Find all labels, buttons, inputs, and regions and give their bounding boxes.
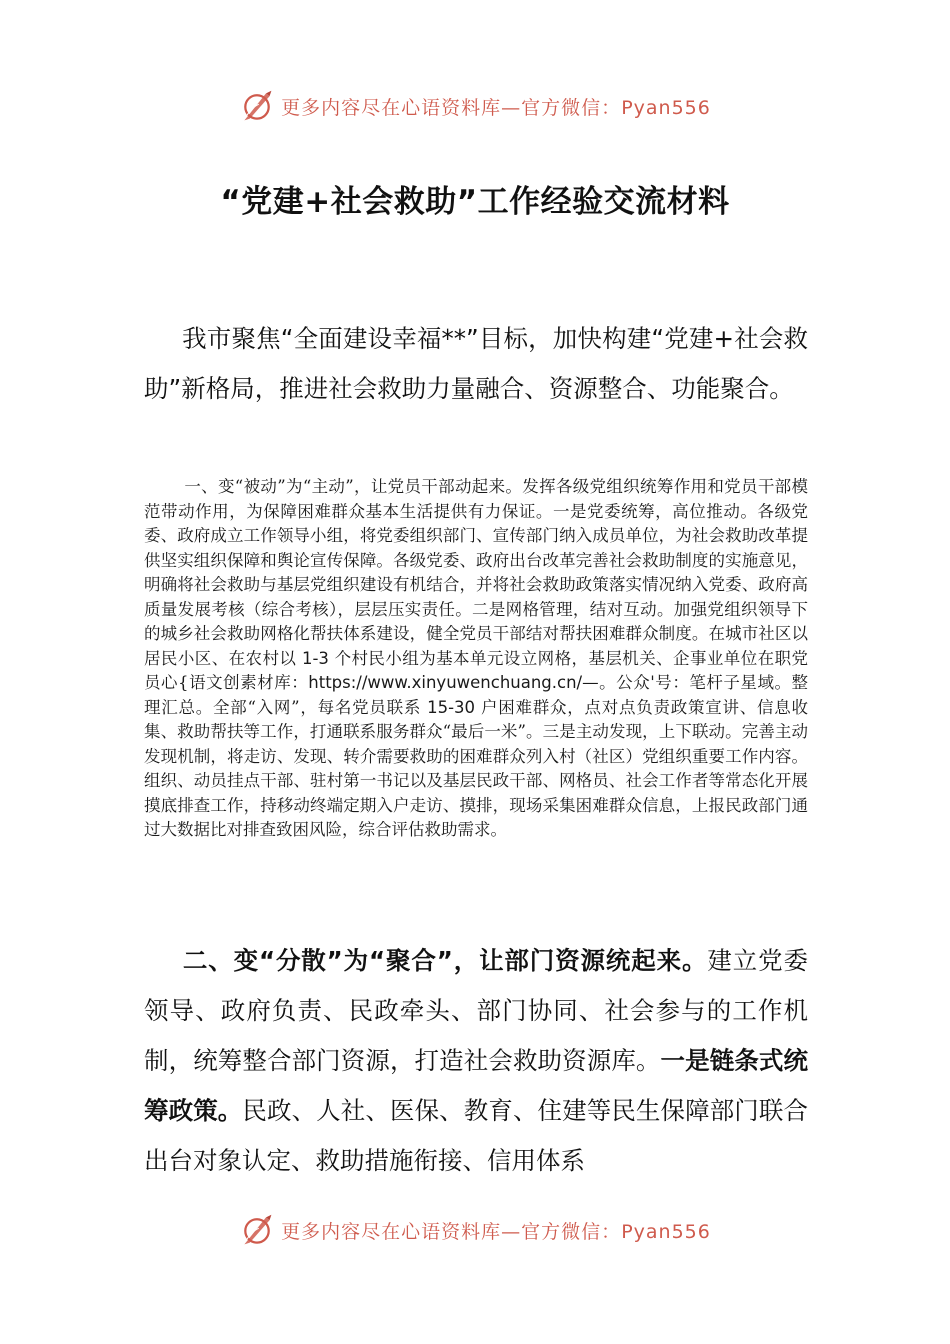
header-watermark-banner [0,84,950,128]
section-two-paragraph: 二、变“分散”为“聚合”，让部门资源统起来。建立党委领导、政府负责、民政牵头、部门协同、社会参与的工作机制，统筹整合部门资源，打造社会救助资源库。一是链条式统筹政策。民政、人社、医保、教育、住建等民生保障部门联合出台对象认定、救助措施衔接、信用体系 [144,946,809,1175]
quill-pen-logo-icon [239,1212,275,1248]
section-two-subheading: 一是链条式统筹政策。 [144,1046,809,1125]
watermark-text: 更多内容尽在心语资料库—官方微信：Pyan556 [281,1220,711,1243]
section-two-heading: 二、变“分散”为“聚合”，让部门资源统起来。 [182,946,708,975]
document-title: “党建+社会救助”工作经验交流材料 [220,184,730,220]
watermark-text: 更多内容尽在心语资料库—官方微信：Pyan556 [281,96,711,119]
footer-watermark-banner [0,1208,950,1252]
section-one-paragraph: 一、变“被动”为“主动”，让党员干部动起来。发挥各级党组织统筹作用和党员干部模范带动作用，为保障困难群众基本生活提供有力保证。一是党委统筹，高位推动。各级党委、政府成立工作领导小组，将党委组织部门、宣传部门纳入成员单位，为社会救助改革提供坚实组织保障和舆论宣传保障。各级党委、政府出台改革完善社会救助制度的实施意见，明确将社会救助与基层党组织建设有机结合，并将社会救助政策落实情况纳入党委、政府高质量发展考核（综合考核），层层压实责任。二是网格管理，结对互动。加强党组织领导下的城乡社会救助网格化帮扶体系建设，健全党员干部结对帮扶困难群众制度。在城市社区以居民小区、在农村以 1-3 个村民小组为基本单元设立网格，基层机关、企事业单位在职党员心{语文创素材库：https://www.xinyuwenchuang.cn/—。公众'号：笔杆子星域。整理汇总。全部“入网”，每名党员联系 15-30 户困难群众，点对点负责政策宣讲、信息收集、救助帮扶等工作，打通联系服务群众“最后一米”。三是主动发现，上下联动。完善主动发现机制，将走访、发现、转介需要救助的困难群众列入村（社区）党组织重要工作内容。组织、动员挂点干部、驻村第一书记以及基层民政干部、网格员、社会工作者等常态化开展摸底排查工作，持移动终端定期入户走访、摸排，现场采集困难群众信息，上报民政部门通过大数据比对排查致困风险，综合评估救助需求。 [144,477,808,839]
intro-paragraph: 我市聚焦“全面建设幸福**”目标，加快构建“党建+社会救助”新格局，推进社会救助力量融合、资源整合、功能聚合。 [144,324,808,403]
quill-pen-logo-icon [239,88,275,124]
source-url: https://www.xinyuwenchuang.cn/ [308,673,583,692]
